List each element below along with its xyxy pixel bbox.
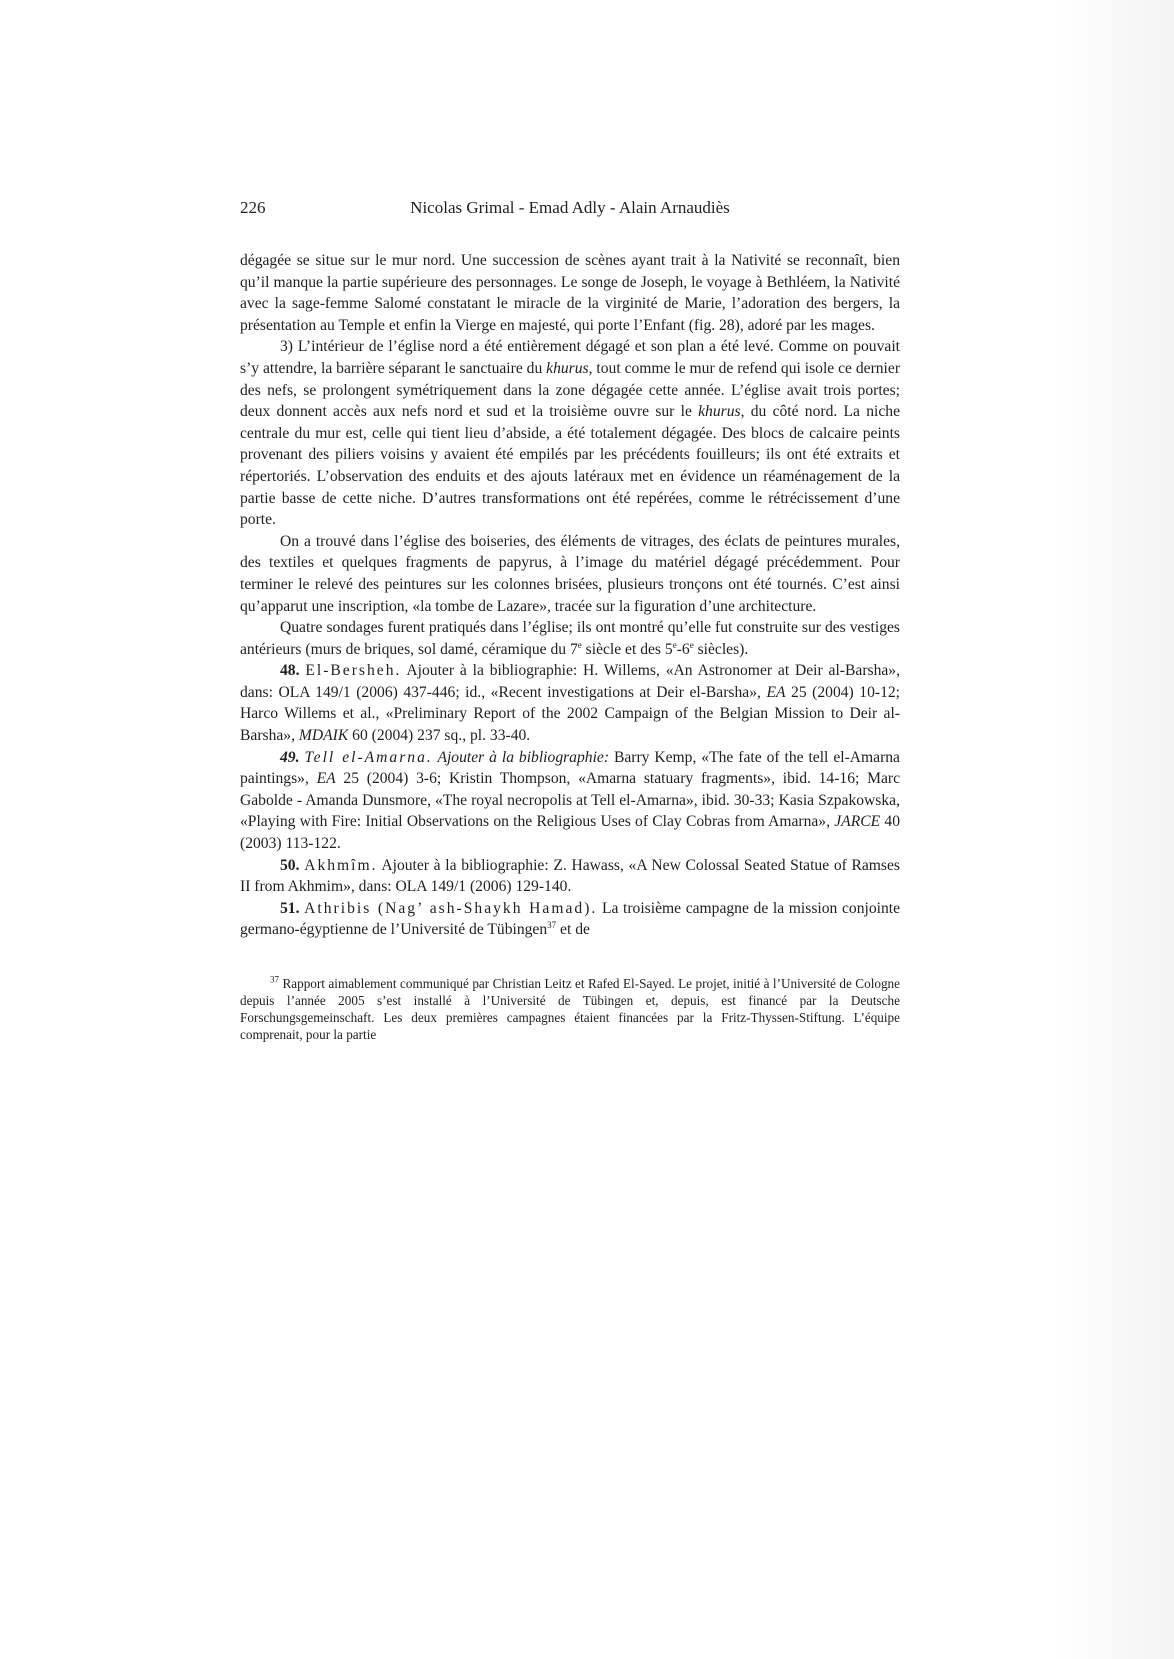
paragraph-finds: On a trouvé dans l’église des boiseries, des éléments de vitrages, des éclats de peintures murales, des textiles et quelques fragments de papyrus, à l’image du matériel dégagé précédemment. Pour terminer le relevé des peintures sur les colonnes brisées, plusieurs tronçons ont été tournés. C’est ainsi qu’apparut une inscription, «la tombe de Lazare», tracée sur la figuration d’une architecture. [240,532,900,615]
entry-49 [240,747,900,855]
text-run: siècles). [693,640,749,658]
running-header [240,198,900,224]
text-run: Quatre sondages furent pratiqués dans l’église; ils ont montré qu’elle fut construite sur des vestiges antérieurs (murs de briques, sol damé, céramique du 7 [240,619,900,658]
entry-51 [240,898,900,941]
paragraph-nativity: dégagée se situe sur le mur nord. Une succession de scènes ayant trait à la Nativité se reconnaît, bien qu’il manque la partie supérieure des personnages. Le songe de Joseph, le voyage à Bethléem, la Nativité avec la sage-femme Salomé constatant le miracle de la virginité de Marie, l’adoration des bergers, la présentation au Temple et enfin la Vierge en majesté, qui porte l’Enfant (fig. 28), adoré par les mages. [240,252,900,334]
text-run: 25 (2004) 10-12; Harco Willems et al., «Preliminary Report of the 2002 Campaign of the Belgian Mission to Deir al-Barsha», [240,683,901,745]
term-khurus: khurus [546,359,589,377]
main-text [240,250,900,941]
journal-abbrev: JARCE [834,813,881,831]
footnote-37 [240,975,900,1043]
entry-site: El-Bersheh. [305,662,402,680]
entry-number: 48. [280,662,300,680]
superscript: e [672,639,677,650]
entry-48 [240,660,900,746]
paragraph-north-church [240,336,900,530]
text-run: siècle et des 5 [581,640,673,658]
entry-number: 50. [280,856,300,874]
text-run: Barry Kemp, «The fate of the tell el-Amarna paintings», [240,748,900,788]
superscript: e [689,639,694,650]
text-run: , du côté nord. La niche centrale du mur est, celle qui tient lieu d’abside, a été totalement dégagée. Des blocs de calcaire peints provenant des piliers voisins y avaient été empilés par les précédents fouilleurs; ils ont été extraits et répertoriés. L’observation des enduits et des ajouts latéraux met en évidence un réaménagement de la partie basse de cette niche. D’autres transformations ont été repérées, comme le rétrécissement d’une porte. [240,403,900,529]
journal-abbrev: EA [316,770,336,788]
footnote-reference: 37 [547,920,557,931]
superscript: e [577,639,582,650]
running-header-authors: Nicolas Grimal - Emad Adly - Alain Arnaudiès [410,198,730,217]
entry-number: 51. [280,899,300,917]
text-run: La troisième campagne de la mission conjointe germano-égyptienne de l’Université de Tübingen [240,899,900,939]
entry-number: 49. [280,748,300,766]
text-run: 3) L’intérieur de l’église nord a été entièrement dégagé et son plan a été levé. Comme on pouvait s’y attendre, la barrière séparant le sanctuaire du [240,338,900,377]
text-run: et de [556,921,590,939]
journal-abbrev: MDAIK [298,727,349,745]
entry-site: Tell el-Amarna. [304,748,433,766]
scan-edge-shadow [1054,0,1174,1659]
entry-site: Athribis (Nag’ ash-Shaykh Hamad). [304,899,598,917]
journal-abbrev: EA [766,683,786,701]
page-number: 226 [240,198,266,217]
text-run: Ajouter à la bibliographie: H. Willems, «An Astronomer at Deir al-Barsha», dans: OLA 149/1 (2006) 437-446; id., «Recent investigations at Deir el-Barsha», [240,662,900,701]
footnotes [240,975,900,1043]
entry-site: Akhmîm. [304,856,378,874]
entry-50 [240,855,900,898]
paragraph-soundings [240,617,900,660]
text-run: -6 [676,640,690,658]
text-run: , tout comme le mur de refend qui isole ce dernier des nefs, se prolongent symétriquement dans la zone dégagée cette année. L’église avait trois portes; deux donnent accès aux nefs nord et sud et la troisième ouvre sur le [240,359,901,421]
text-run: Ajouter à la bibliographie: [432,748,610,766]
footnote-text: Rapport aimablement communiqué par Christian Leitz et Rafed El-Sayed. Le projet, initié à l’Université de Cologne depuis l’année 2005 s’est installé à l’Université de Tübingen et, depuis, est financé par la Deutsche Forschungsgemeinschaft. Les deux premières campagnes étaient financées par la Fritz-Thyssen-Stiftung. L’équipe comprenait, pour la partie [240,976,900,1042]
text-run: 40 (2003) 113-122. [240,813,900,853]
document-page [240,198,900,1043]
term-khurus: khurus [698,403,741,421]
footnote-mark: 37 [270,974,279,985]
text-run: 25 (2004) 3-6; Kristin Thompson, «Amarna statuary fragments», ibid. 14-16; Marc Gabolde - Amanda Dunsmore, «The royal necropolis at Tell el-Amarna», ibid. 30-33; Kasia Szpakowska, «Playing with Fire: Initial Observations on the Religious Uses of Clay Cobras from Amarna», [240,770,900,831]
text-run: 60 (2004) 237 sq., pl. 33-40. [348,727,531,745]
text-run: Ajouter à la bibliographie: Z. Hawass, «A New Colossal Seated Statue of Ramses II from Akhmim», dans: OLA 149/1 (2006) 129-140. [240,856,900,896]
